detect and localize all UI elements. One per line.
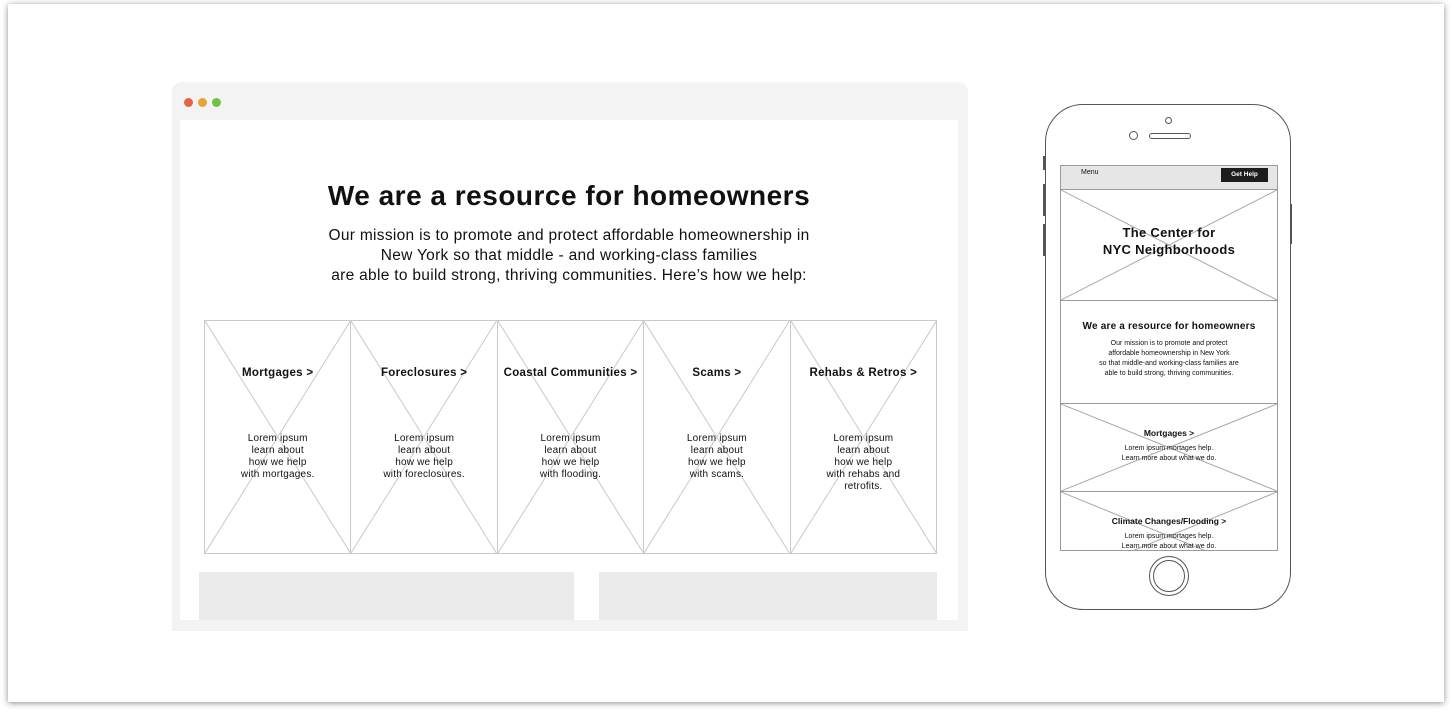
hero-title-line: NYC Neighborhoods [1102,242,1236,257]
mobile-hero [1061,190,1277,301]
card-title: Scams > [692,367,742,379]
intro-line: New York so that middle - and working-class families [380,247,758,264]
resource-body-line: affordable homeownership in New York [1108,350,1230,357]
phone-volume-up-button [1043,184,1045,216]
sensor-icon [1129,131,1138,140]
card-desc-line: retrofits. [844,481,883,492]
card-desc-line: how we help [541,457,600,468]
card-desc-line: Lorem ipsum [394,433,455,444]
presentation-canvas [8,4,1444,702]
close-dot-icon[interactable] [184,98,193,107]
resource-body [1061,339,1277,379]
card-foreclosures[interactable] [350,320,497,554]
card-desc-line: Lorem ipsum [247,433,308,444]
desktop-viewport [180,120,958,620]
maximize-dot-icon[interactable] [212,98,221,107]
card-desc-line: Lorem ipsum [540,433,601,444]
card-body-line: Lorem ipsum mortages help. [1124,445,1214,452]
card-desc-line: with mortgages. [240,469,315,480]
card-scams[interactable] [643,320,790,554]
card-desc-line: with foreclosures. [383,469,465,480]
card-rehabs-retros[interactable] [790,320,937,554]
card-description [644,433,789,481]
card-desc-line: how we help [248,457,307,468]
card-desc-line: learn about [251,445,304,456]
card-body-line: Learn more about what we do. [1121,455,1217,462]
card-desc-line: learn about [690,445,744,456]
get-help-button[interactable]: Get Help [1221,168,1268,182]
home-button[interactable] [1149,556,1189,596]
card-desc-line: with flooding. [539,469,602,480]
mobile-phone-mockup [1045,104,1291,610]
card-mortgages[interactable] [204,320,351,554]
mobile-nav-bar [1061,166,1277,190]
card-desc-line: how we help [834,457,893,468]
card-title: Climate Changes/Flooding > [1111,516,1227,526]
intro-line: are able to build strong, thriving communities. Here’s how we help: [331,267,807,284]
card-body-line: Learn more about what we do. [1121,543,1217,550]
card-coastal-communities[interactable] [497,320,644,554]
card-description [351,433,496,481]
card-desc-line: Lorem ipsum [833,433,894,444]
resource-body-line: Our mission is to promote and protect [1110,340,1228,347]
card-desc-line: learn about [837,445,890,456]
card-description [205,433,350,481]
minimize-dot-icon[interactable] [198,98,207,107]
page-title: We are a resource for homeowners [327,180,811,211]
hero-title-line: The Center for [1122,225,1216,240]
card-description [791,433,936,493]
card-description [498,433,643,481]
card-title: Mortgages > [242,367,314,379]
card-desc-line: learn about [397,445,451,456]
mobile-resource-section [1061,301,1277,404]
resource-body-line: able to build strong, thriving communities. [1104,370,1234,377]
content-placeholder-right [599,572,937,620]
card-body [1061,444,1277,464]
window-controls [184,98,221,107]
home-button-ring [1153,560,1185,592]
desktop-browser-mockup [172,82,968,631]
card-desc-line: with rehabs and [826,469,901,480]
card-desc-line: how we help [395,457,453,468]
phone-volume-down-button [1043,224,1045,256]
card-title: Foreclosures > [380,367,468,379]
card-desc-line: with scams. [689,469,745,480]
intro-line: Our mission is to promote and protect affordable homeownership in [328,227,810,244]
speaker-icon [1149,133,1191,139]
menu-button[interactable]: Menu [1081,169,1099,176]
card-body [1061,532,1277,551]
mobile-card-climate-flooding[interactable] [1061,492,1277,551]
mobile-screen [1060,165,1278,551]
hero-title [1061,224,1277,258]
phone-side-button [1043,156,1045,170]
card-desc-line: how we help [688,457,746,468]
phone-power-button [1290,204,1292,244]
resource-title: We are a resource for homeowners [1082,321,1256,332]
card-desc-line: Lorem ipsum [686,433,747,444]
service-cards [204,320,936,554]
camera-icon [1165,117,1172,124]
content-placeholder-left [199,572,574,620]
card-title: Rehabs & Retros > [809,367,918,379]
mobile-card-mortgages[interactable] [1061,404,1277,492]
card-body-line: Lorem ipsum mortages help. [1124,533,1214,540]
card-title: Coastal Communities > [503,367,638,379]
card-desc-line: learn about [544,445,597,456]
intro-paragraph [180,226,958,286]
resource-body-line: so that middle-and working-class families are [1099,360,1239,367]
card-title: Mortgages > [1143,428,1195,438]
